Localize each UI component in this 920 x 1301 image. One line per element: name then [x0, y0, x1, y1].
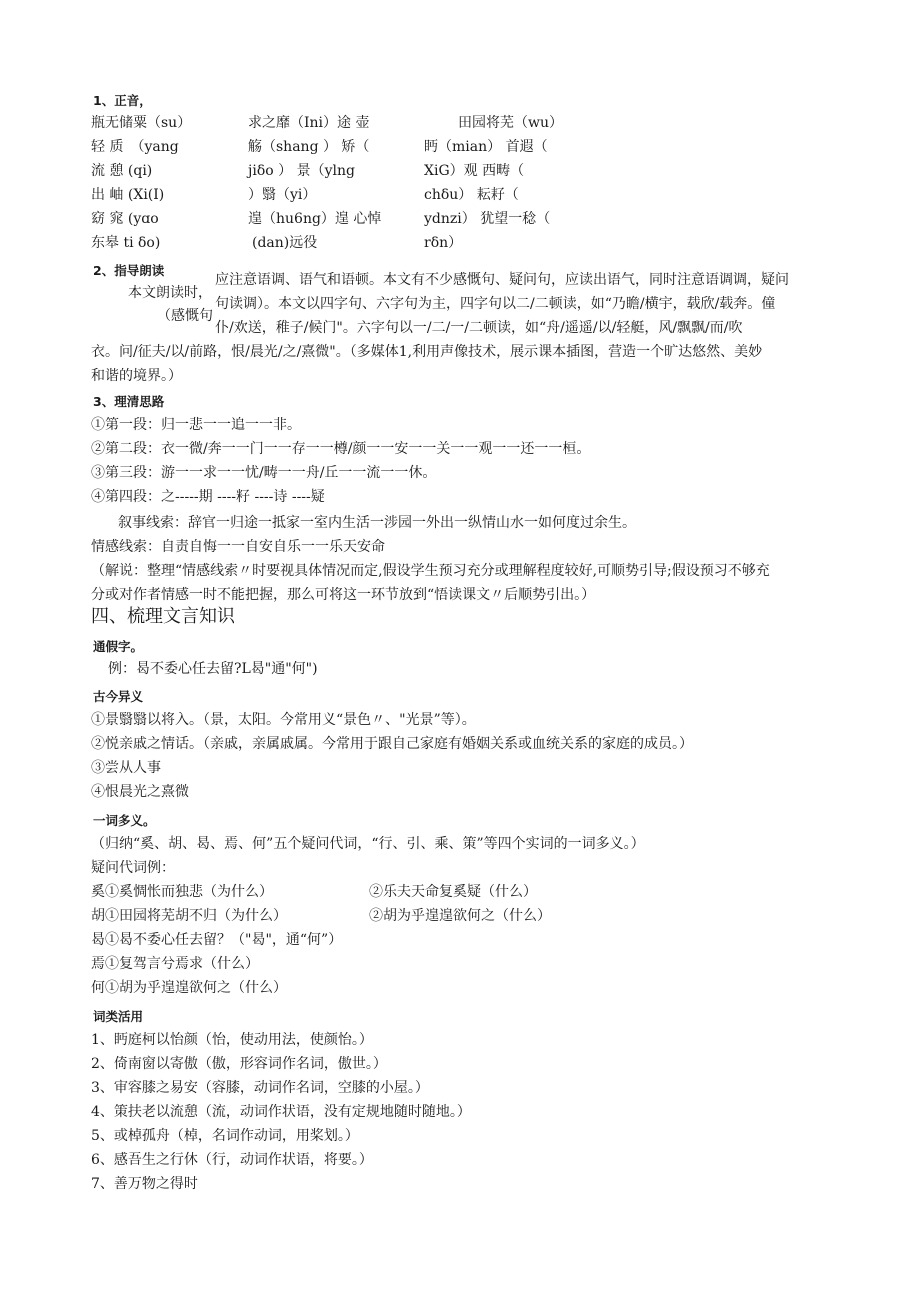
- gujin-item: ④恨晨光之熹微: [91, 784, 189, 800]
- pinyin-col2-item: ）翳（yi）: [248, 187, 317, 203]
- tongjia-heading: 通假字。: [93, 639, 144, 654]
- reading-side-label: （感慨句: [157, 308, 213, 324]
- pinyin-col1-item: 流 憩 (qi): [91, 163, 153, 179]
- cilei-item: 4、策扶老以流憩（流，动词作状语，没有定规地随时随地。）: [91, 1104, 471, 1120]
- yici-heading: 一词多义。: [93, 813, 156, 828]
- pinyin-col1-item: 出 岫 (Xi(I): [91, 187, 165, 203]
- pinyin-col3-item: 田园将芜（wu）: [458, 115, 563, 131]
- cilei-item: 7、善万物之得时: [91, 1176, 198, 1192]
- note-line: （解说：整理“情感线索〃时要视具体情况而定,假设学生预习充分或理解程度较好,可顺势引导;假设预习不够充: [91, 563, 770, 579]
- gujin-heading: 古今异义: [93, 689, 144, 704]
- pinyin-col3-item: chδu） 耘耔（: [424, 187, 519, 203]
- pinyin-col1-item: 东皋 ti δo): [91, 235, 161, 251]
- pinyin-col2-item: 求之靡（Ini）途 壶: [248, 115, 370, 131]
- pinyin-col3-item: XiG）观 西畴（: [424, 163, 525, 179]
- pinyin-col2-item: (dan)远役: [252, 235, 318, 251]
- yiwen-example: 奚①奚惆怅而独悲（为什么）: [91, 884, 273, 900]
- section-2-heading: 2、指导朗读: [93, 263, 165, 278]
- pinyin-col1-item: 瓶无储粟（su）: [91, 115, 192, 131]
- section-3-heading: 3、理清思路: [93, 394, 165, 409]
- pinyin-col2-item: 遑（hu6ng）遑 心悼: [248, 211, 382, 227]
- yici-intro: （归纳“奚、胡、曷、焉、何”五个疑问代词，“行、引、乘、策”等四个实词的一词多义。）: [91, 836, 645, 852]
- pinyin-col2-item: 觞（shang ） 矫（: [248, 139, 370, 155]
- narrative-clue: 叙事线索：辞官一归途一抵家一室内生活一涉园一外出一纵情山水一如何度过余生。: [118, 515, 636, 531]
- note-line: 分或对作者情感一时不能把握，那么可将这一环节放到“悟读课文〃后顺势引出。）: [91, 587, 596, 603]
- pinyin-col3-item: rδn）: [424, 235, 463, 251]
- tongjia-example: 例：曷不委心任去留?L曷"通"何"): [108, 661, 318, 677]
- yiwen-example: 胡①田园将芜胡不归（为什么）: [91, 908, 287, 924]
- cilei-item: 6、感吾生之行休（行，动词作状语，将要。）: [91, 1152, 373, 1168]
- pinyin-col1-item: 轻 质 （yang: [91, 139, 179, 155]
- outline-line: ④第四段：之-----期 ----籽 ----诗 ----疑: [91, 489, 325, 505]
- yiwen-example: 曷①曷不委心任去留？（"曷"，通“何”）: [91, 932, 343, 948]
- cilei-item: 3、审容膝之易安（容膝，动词作名词，空膝的小屋。）: [91, 1080, 429, 1096]
- reading-side-label: 本文朗读时，: [128, 285, 212, 301]
- outline-line: ③第三段：游一一求一一忧/畴一一舟/丘一一流一一休。: [91, 465, 437, 481]
- pinyin-col3-item: ydnzi） 犹望一稔（: [424, 211, 551, 227]
- pinyin-col3-item: 眄（mian） 首遐（: [424, 139, 548, 155]
- cilei-item: 2、倚南窗以寄傲（傲，形容词作名词，傲世。）: [91, 1056, 387, 1072]
- gujin-item: ①景翳翳以将入。（景，太阳。今常用义“景色〃、"光景”等）。: [91, 712, 476, 728]
- pinyin-col1-item: 窈 窕 (yɑo: [91, 211, 159, 227]
- reading-paragraph-line: 仆/欢送，稚子/候门"。六字句以一/二/一/二顿读，如“舟/遥遥/以/轻艇，风/飘飘/而/吹: [215, 320, 743, 336]
- gujin-item: ③尝从人事: [91, 760, 161, 776]
- yiwen-example: ②乐夫天命复奚疑（什么）: [369, 884, 537, 900]
- reading-paragraph-line: 应注意语调、语气和语顿。本文有不少感慨句、疑问句，应读出语气，同时注意语调调，疑问: [215, 272, 789, 288]
- yiwen-label: 疑问代词例：: [91, 860, 175, 876]
- emotion-clue: 情感线索：自责自悔一一自安自乐一一乐天安命: [91, 539, 385, 555]
- outline-line: ①第一段：归一悲一一追一一非。: [91, 417, 301, 433]
- reading-paragraph-line: 句读调）。本文以四字句、六字句为主，四字句以二/二顿读，如“乃瞻/横宇，载欣/载奔。僮: [215, 296, 776, 312]
- gujin-item: ②悦亲戚之情话。（亲戚，亲属戚属。今常用于跟自己家庭有婚姻关系或血统关系的家庭的成员。）: [91, 736, 693, 752]
- pinyin-col2-item: jiδo ） 景（ylng: [248, 163, 355, 179]
- section-4-title: 四、梳理文言知识: [91, 606, 235, 627]
- yiwen-example: 何①胡为乎遑遑欲何之（什么）: [91, 980, 287, 996]
- yiwen-example: ②胡为乎遑遑欲何之（什么）: [369, 908, 551, 924]
- outline-line: ②第二段：衣一微/奔一一门一一存一一樽/颜一一安一一关一一观一一还一一桓。: [91, 441, 591, 457]
- cilei-item: 5、或棹孤舟（棹，名词作动词，用桨划。）: [91, 1128, 359, 1144]
- yiwen-example: 焉①复驾言兮焉求（什么）: [91, 956, 259, 972]
- reading-paragraph-line: 和谐的境界。）: [91, 368, 182, 384]
- cilei-heading: 词类活用: [93, 1009, 144, 1024]
- cilei-item: 1、眄庭柯以怡颜（怡，使动用法，使颜怡。）: [91, 1032, 373, 1048]
- reading-paragraph-line: 衣。问/征夫/以/前路，恨/晨光/之/熹微"。（多媒体1,利用声像技术，展示课本插图，营造一个旷达悠然、美妙: [91, 344, 763, 360]
- section-1-heading: 1、正音，: [93, 93, 152, 108]
